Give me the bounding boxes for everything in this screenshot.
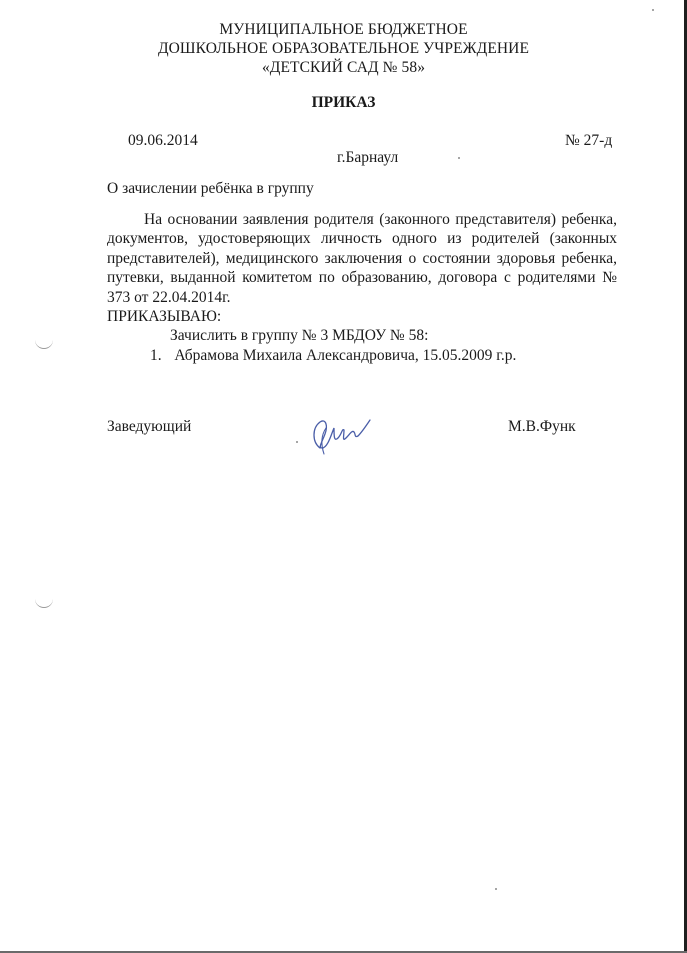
order-date: 09.06.2014: [128, 132, 198, 149]
list-item-number: 1.: [150, 347, 162, 364]
basis-text: На основании заявления родителя (законного представителя) ребенка, документов, удостоверяющих личность одного из родителей (законных представителей), медицинского заключения о состоянии здоровья ребенка, путевки, выданной комитетом по образованию, договора с родителями № 373 от 22.04.2014г.: [107, 211, 617, 306]
enroll-instruction: Зачислить в группу № 3 МБДОУ № 58:: [170, 327, 429, 344]
order-city: г.Барнаул: [337, 149, 399, 166]
list-item-text: Абрамова Михаила Александровича, 15.05.2009 г.р.: [174, 347, 517, 364]
order-basis-paragraph: [107, 210, 617, 307]
signatory-name: М.В.Функ: [508, 418, 576, 435]
order-subject: О зачислении ребёнка в группу: [107, 180, 314, 197]
org-header-line-2: ДОШКОЛЬНОЕ ОБРАЗОВАТЕЛЬНОЕ УЧРЕЖДЕНИЕ: [157, 40, 530, 57]
order-word: ПРИКАЗЫВАЮ:: [107, 308, 222, 325]
scan-speck: [296, 441, 298, 443]
handwritten-signature: [298, 408, 378, 458]
punch-hole-mark: [35, 597, 53, 608]
org-header-line-1: МУНИЦИПАЛЬНОЕ БЮДЖЕТНОЕ: [219, 21, 468, 38]
org-header-line-3: «ДЕТСКИЙ САД № 58»: [261, 59, 426, 76]
enroll-list-item: [150, 347, 516, 365]
signatory-position: Заведующий: [107, 418, 192, 435]
order-number: № 27-д: [565, 132, 613, 149]
scan-speck: [652, 9, 654, 11]
punch-hole-mark: [35, 338, 53, 349]
scan-speck: [458, 157, 460, 159]
scan-speck: [495, 888, 497, 890]
document-title: ПРИКАЗ: [311, 94, 376, 111]
